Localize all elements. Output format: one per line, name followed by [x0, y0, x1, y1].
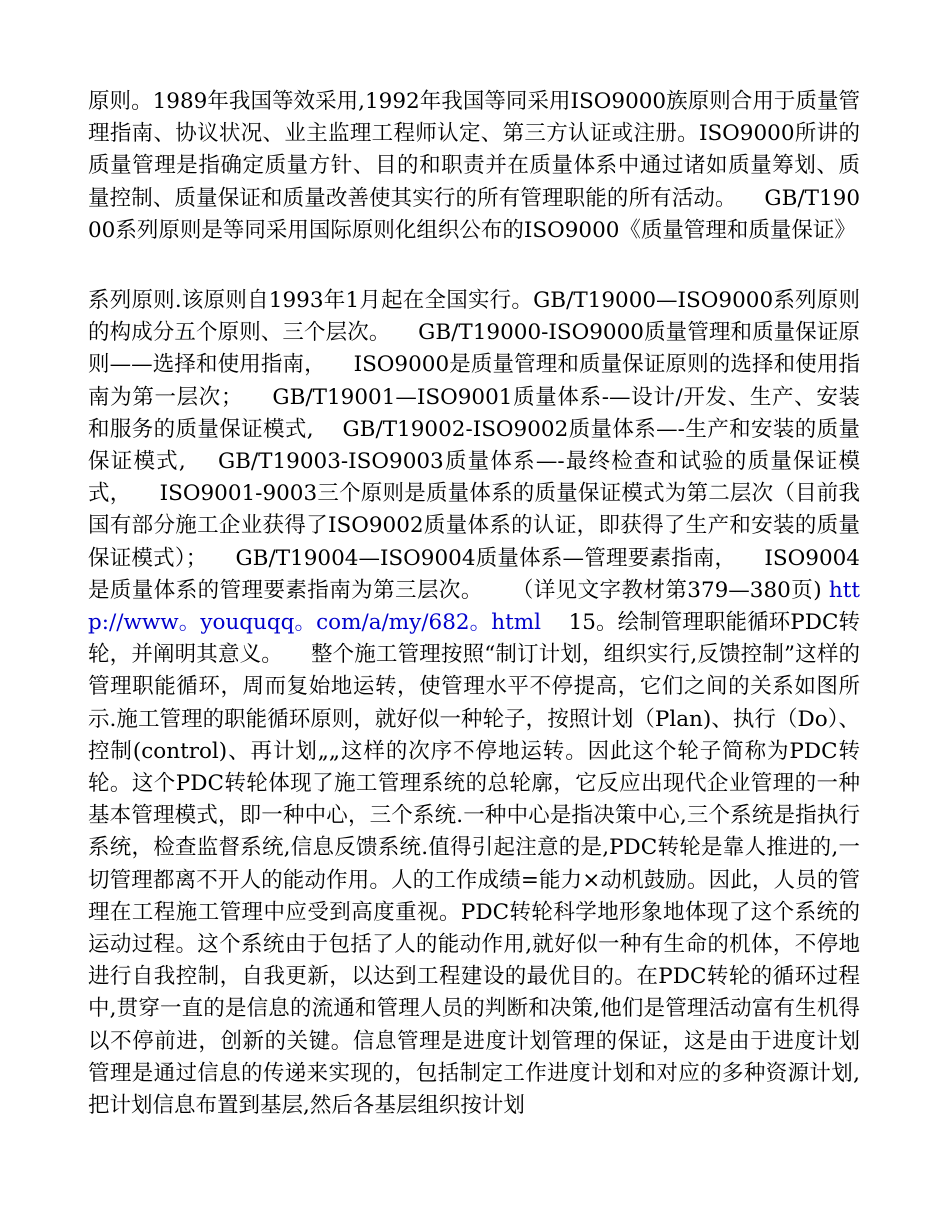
- reference-link[interactable]: http://www。youquqq。com/a/my/682。html: [88, 577, 860, 636]
- paragraph-text-before-link: 系列原则.该原则自1993年1月起在全国实行。GB/T19000—ISO9000系列原则的构成分五个原则、三个层次。 GB/T19000-ISO9000质量管理和质量保证原则——选择和使用指南， ISO9000是质量管理和质量保证原则的选择和使用指南为第一层次； GB/T19001—ISO9001质量体系-—设计/开发、生产、安装和服务的质量保证模式, GB/T19002-ISO9002质量体系—-生产和安装的质量保证模式, GB/T19003-ISO9003质量体系—-最终检查和试验的质量保证模式， ISO9001-9003三个原则是质量体系的质量保证模式为第二层次（目前我国有部分施工企业获得了ISO9002质量体系的认证，即获得了生产和安装的质量保证模式）； GB/T19004—ISO9004质量体系—管理要素指南， ISO9004是质量体系的管理要素指南为第三层次。 （详见文字教材第379—380页): [88, 288, 860, 603]
- paragraph-text-after-link: 15。绘制管理职能循环PDC转轮，并阐明其意义。 整个施工管理按照“制订计划，组织实行,反馈控制”这样的管理职能循环，周而复始地运转，使管理水平不停提高，它们之间的关系如图所示.施工管理的职能循环原则，就好似一种轮子，按照计划（Plan)、执行（Do）、控制(control)、再计划„„这样的次序不停地运转。因此这个轮子简称为PDC转轮。这个PDC转轮体现了施工管理系统的总轮廓，它反应出现代企业管理的一种基本管理模式，即一种中心，三个系统.一种中心是指决策中心,三个系统是指执行系统，检查监督系统,信息反馈系统.值得引起注意的是,PDC转轮是靠人推进的,一切管理都离不开人的能动作用。人的工作成绩=能力×动机鼓励。因此，人员的管理在工程施工管理中应受到高度重视。PDC转轮科学地形象地体现了这个系统的运动过程。这个系统由于包括了人的能动作用,就好似一种有生命的机体，不停地进行自我控制，自我更新，以达到工程建设的最优目的。在PDC转轮的循环过程中,贯穿一直的是信息的流通和管理人员的判断和决策,他们是管理活动富有生机得以不停前进，创新的关键。信息管理是进度计划管理的保证，这是由于进度计划管理是通过信息的传递来实现的，包括制定工作进度计划和对应的多种资源计划,把计划信息布置到基层,然后各基层组织按计划: [88, 610, 860, 1119]
- paragraph-gbt19000-series: [88, 285, 860, 1122]
- paragraph-iso9000-intro: 原则。1989年我国等效采用,1992年我国等同采用ISO9000族原则合用于质量管理指南、协议状况、业主监理工程师认定、第三方认证或注册。ISO9000所讲的质量管理是指确定质量方针、目的和职责并在质量体系中通过诸如质量筹划、质量控制、质量保证和质量改善使其实行的所有管理职能的所有活动。 GB/T19000系列原则是等同采用国际原则化组织公布的ISO9000《质量管理和质量保证》: [88, 89, 860, 243]
